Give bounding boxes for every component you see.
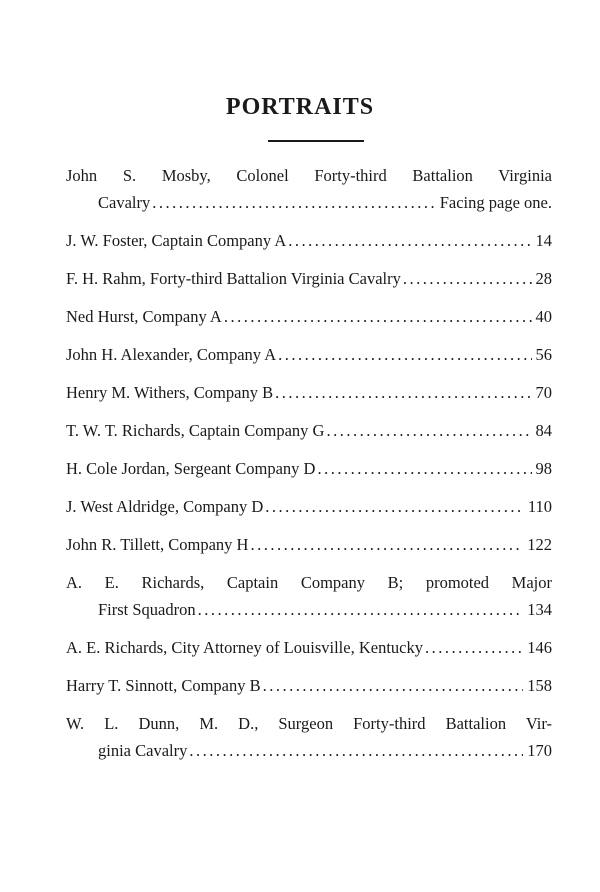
dot-leader [425, 634, 523, 661]
dot-leader [288, 227, 531, 254]
list-item [66, 162, 552, 216]
dot-leader [198, 596, 524, 623]
list-item [66, 493, 552, 520]
dot-leader [265, 493, 524, 520]
entry-text: J. West Aldridge, Company D [66, 497, 264, 516]
list-item [66, 303, 552, 330]
portraits-list [66, 162, 552, 775]
list-item [66, 455, 552, 482]
list-item [66, 341, 552, 368]
title-rule [268, 140, 364, 142]
entry-text: First Squadron [98, 600, 196, 619]
page-number: 40 [535, 307, 552, 326]
entry-text: F. H. Rahm, Forty-third Battalion Virginia Cavalry [66, 269, 401, 288]
page-number: 14 [535, 231, 552, 250]
dot-leader [224, 303, 532, 330]
entry-text: Cavalry [98, 193, 151, 212]
list-item [66, 417, 552, 444]
page-number: 28 [535, 269, 552, 288]
list-item [66, 227, 552, 254]
page-number: 98 [535, 459, 552, 478]
dot-leader [275, 379, 531, 406]
dot-leader [317, 455, 531, 482]
page-number: 158 [527, 676, 552, 695]
dot-leader [189, 737, 523, 764]
page-number: 134 [527, 600, 552, 619]
entry-text: John R. Tillett, Company H [66, 535, 249, 554]
entry-text: H. Cole Jordan, Sergeant Company D [66, 459, 316, 478]
dot-leader [250, 531, 523, 558]
dot-leader [152, 189, 436, 216]
page-number: 56 [535, 345, 552, 364]
page-title: PORTRAITS [225, 94, 375, 120]
dot-leader [278, 341, 531, 368]
page-number: 122 [527, 535, 552, 554]
dot-leader [403, 265, 532, 292]
page-number: Facing page one. [439, 193, 552, 212]
list-item [66, 265, 552, 292]
entry-text: Henry M. Withers, Company B [66, 383, 274, 402]
list-item [66, 672, 552, 699]
entry-text: A. E. Richards, City Attorney of Louisville, Kentucky [66, 638, 423, 657]
entry-text: John H. Alexander, Company A [66, 345, 277, 364]
entry-first-line: John S. Mosby, Colonel Forty-third Battalion Virginia [66, 166, 552, 185]
entry-text: T. W. T. Richards, Captain Company G [66, 421, 325, 440]
dot-leader [263, 672, 524, 699]
page-number: 146 [527, 638, 552, 657]
page-number: 110 [527, 497, 552, 516]
list-item [66, 379, 552, 406]
entry-text: Ned Hurst, Company A [66, 307, 222, 326]
dot-leader [326, 417, 531, 444]
page-number: 170 [527, 741, 552, 760]
page-number: 70 [535, 383, 552, 402]
entry-first-line: A. E. Richards, Captain Company B; promoted Major [66, 573, 552, 592]
list-item [66, 634, 552, 661]
entry-text: J. W. Foster, Captain Company A [66, 231, 287, 250]
entry-text: ginia Cavalry [98, 741, 188, 760]
entry-text: Harry T. Sinnott, Company B [66, 676, 261, 695]
page-number: 84 [535, 421, 552, 440]
entry-first-line: W. L. Dunn, M. D., Surgeon Forty-third Battalion Vir- [66, 714, 552, 733]
list-item [66, 531, 552, 558]
list-item [66, 569, 552, 623]
list-item [66, 710, 552, 764]
